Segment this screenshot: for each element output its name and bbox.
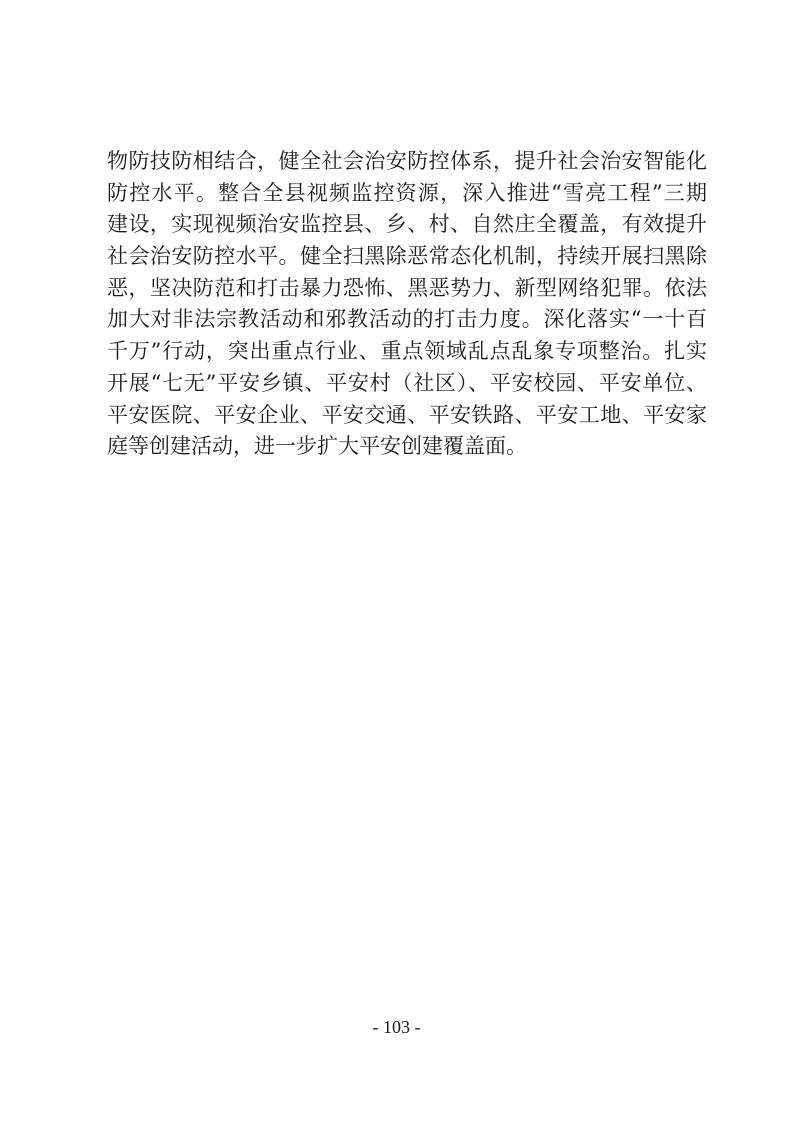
paragraph-line: 开展“七无”平安乡镇、平安村（社区）、平安校园、平安单位、 bbox=[107, 370, 707, 395]
paragraph-line: 庭等创建活动，进一步扩大平安创建覆盖面。 bbox=[107, 434, 527, 459]
paragraph-line: 建设，实现视频治安监控县、乡、村、自然庄全覆盖，有效提升 bbox=[107, 212, 707, 237]
paragraph-line: 平安医院、平安企业、平安交通、平安铁路、平安工地、平安家 bbox=[107, 402, 707, 427]
page-number: - 103 - bbox=[372, 1017, 421, 1037]
paragraph-line: 千万”行动，突出重点行业、重点领域乱点乱象专项整治。扎实 bbox=[107, 339, 707, 364]
paragraph-line: 社会治安防控水平。健全扫黑除恶常态化机制，持续开展扫黑除 bbox=[107, 244, 707, 269]
body-paragraph bbox=[107, 146, 707, 463]
paragraph-line: 加大对非法宗教活动和邪教活动的打击力度。深化落实“一十百 bbox=[107, 307, 707, 332]
paragraph-line: 恶，坚决防范和打击暴力恐怖、黑恶势力、新型网络犯罪。依法 bbox=[107, 275, 707, 300]
paragraph-line: 防控水平。整合全县视频监控资源，深入推进“雪亮工程”三期 bbox=[107, 180, 707, 205]
paragraph-line: 物防技防相结合，健全社会治安防控体系，提升社会治安智能化 bbox=[107, 149, 707, 173]
